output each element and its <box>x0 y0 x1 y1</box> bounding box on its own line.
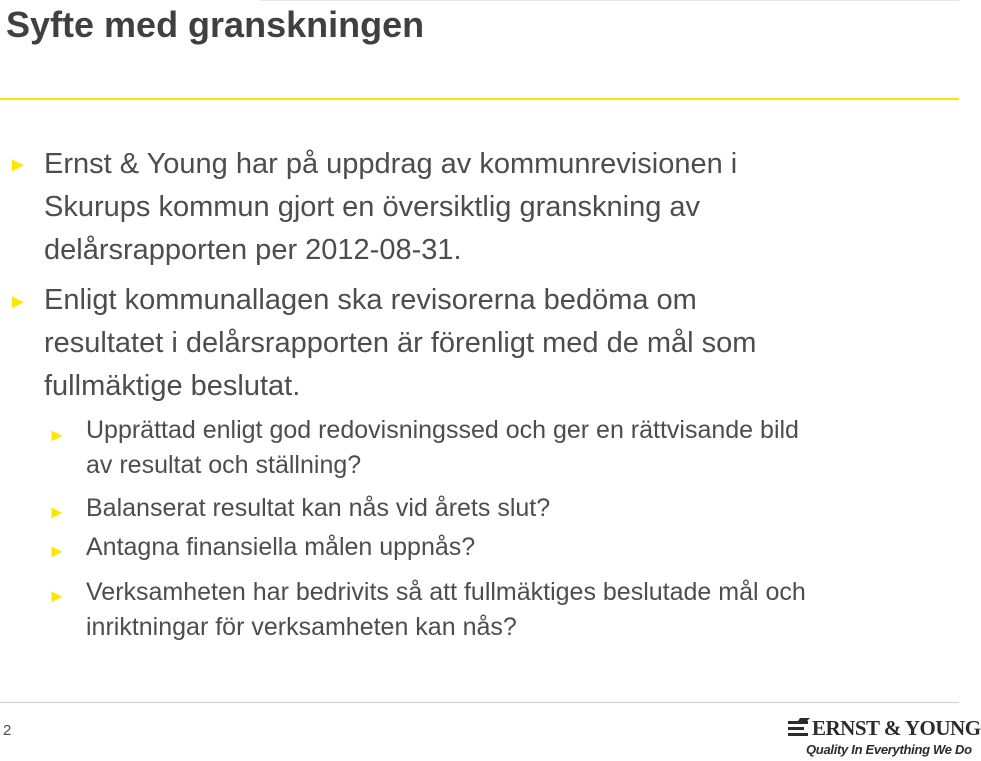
bullet-item <box>44 143 944 272</box>
sub-bullet-item <box>86 413 946 483</box>
bullet-line: resultatet i delårsrapporten är förenligt med de mål som <box>44 327 757 359</box>
triangle-right-icon: ► <box>8 291 28 313</box>
bullet-line: delårsrapporten per 2012-08-31. <box>44 234 462 266</box>
title-underline <box>0 98 959 100</box>
top-divider <box>260 0 959 1</box>
triangle-right-icon: ► <box>48 586 66 606</box>
sub-bullet-item <box>86 530 946 565</box>
page-number: 2 <box>3 722 12 739</box>
bullet-line: fullmäktige beslutat. <box>44 370 301 402</box>
triangle-right-icon: ► <box>48 541 66 561</box>
triangle-right-icon: ► <box>48 425 66 445</box>
bullet-line: inriktningar för verksamheten kan nås? <box>86 613 517 641</box>
triangle-right-icon: ► <box>48 502 66 522</box>
slide-title: Syfte med granskningen <box>6 4 425 45</box>
bullet-line: Skurups kommun gjort en översiktlig granskning av <box>44 191 701 223</box>
triangle-right-icon: ► <box>8 154 28 176</box>
bullet-line: Upprättad enligt god redovisningssed och ger en rättvisande bild <box>86 416 799 444</box>
bullet-line: Antagna finansiella målen uppnås? <box>86 533 476 561</box>
bullet-line: Balanserat resultat kan nås vid årets slut? <box>86 494 551 522</box>
bullet-line: av resultat och ställning? <box>86 451 362 479</box>
bullet-line: Enligt kommunallagen ska revisorerna bedöma om <box>44 284 697 316</box>
sub-bullet-item <box>86 575 946 645</box>
bullet-line: Verksamheten har bedrivits så att fullmäktiges beslutade mål och <box>86 578 806 606</box>
bullet-line: Ernst & Young har på uppdrag av kommunrevisionen i <box>44 148 738 180</box>
logo-tagline: Quality In Everything We Do <box>806 742 972 757</box>
sub-bullet-item <box>86 491 946 526</box>
company-logo <box>788 716 981 760</box>
ey-logo-icon <box>788 718 810 740</box>
logo-name: ERNST & YOUNG <box>812 716 981 740</box>
bullet-item <box>44 279 944 408</box>
footer-divider <box>0 702 959 703</box>
